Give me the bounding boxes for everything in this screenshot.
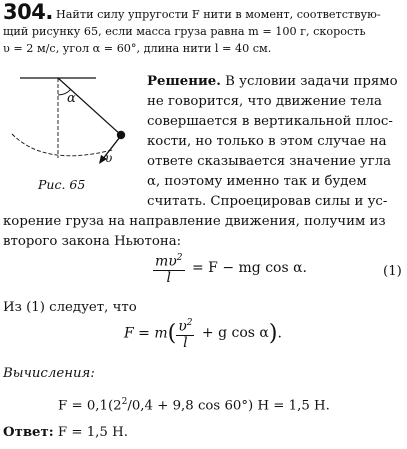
solution-line-7: считать. Спроецировав силы и ус- xyxy=(147,194,388,209)
solution-heading: Решение. xyxy=(147,74,221,89)
calculation-part-1: F = 0,1(2 xyxy=(58,398,122,414)
equation-2-fraction xyxy=(176,316,194,351)
answer-value: F = 1,5 Н. xyxy=(57,425,128,440)
equation-2-numerator: $\upsilon^2$ xyxy=(178,318,193,335)
calculation-power: 2 xyxy=(121,397,128,407)
solution-line-1-text: В условии задачи прямо xyxy=(225,74,398,89)
equation-2-lhs: F = m xyxy=(124,325,168,342)
angle-label: α xyxy=(67,91,76,106)
equation-2-end: . xyxy=(277,325,282,342)
equation-1-fraction xyxy=(153,251,185,286)
answer-label: Ответ: xyxy=(3,425,54,440)
equation-1 xyxy=(153,251,307,286)
problem-number: 304. xyxy=(3,0,53,24)
solution-line-5: ответе сказывается значение угла xyxy=(147,154,392,169)
pendulum-figure xyxy=(0,62,140,167)
equation-2-rest: + g cos α xyxy=(201,325,269,342)
equation-1-denominator: l xyxy=(166,269,171,286)
velocity-label: υ xyxy=(105,151,113,165)
problem-condition-line-1: Найти силу упругости F нити в момент, соответствую- xyxy=(56,8,381,21)
equation-1-numerator: $m\upsilon^2$ xyxy=(155,253,183,270)
equation-1-number: (1) xyxy=(383,264,402,279)
calculation-part-2: /0,4 + 9,8 cos 60°) Н = 1,5 Н. xyxy=(127,398,330,414)
solution-line-3: совершается в вертикальной плос- xyxy=(147,114,393,129)
solution-line-8: корение груза на направление движения, получим из xyxy=(3,214,386,229)
figure-caption: Рис. 65 xyxy=(38,177,86,192)
equation-2-denominator: l xyxy=(183,334,188,351)
problem-condition-line-2: щий рисунку 65, если масса груза равна m = 100 г, скорость xyxy=(3,25,366,38)
problem-condition-line-3: υ = 2 м/с, угол α = 60°, длина нити l = 40 см. xyxy=(3,42,272,55)
solution-line-4: кости, но только в этом случае на xyxy=(147,134,387,149)
pendulum-bob xyxy=(117,131,125,139)
from-equation-text: Из (1) следует, что xyxy=(3,300,137,315)
equation-1-rhs: = F − mg cos α. xyxy=(191,260,308,277)
equation-2: F = m( $\frac{\upsilon^2}{l}$ + g cos α). xyxy=(124,318,282,351)
calculation-line xyxy=(58,393,330,416)
solution-line-9: второго закона Ньютона: xyxy=(3,234,182,249)
solution-line-6: α, поэтому именно так и будем xyxy=(147,174,367,189)
answer-line xyxy=(3,423,128,443)
trajectory-arc xyxy=(12,134,112,156)
solution-line-2: не говорится, что движение тела xyxy=(147,94,382,109)
solution-line-1 xyxy=(147,72,398,92)
calculations-heading: Вычисления: xyxy=(3,366,95,381)
pendulum-thread xyxy=(58,78,121,135)
